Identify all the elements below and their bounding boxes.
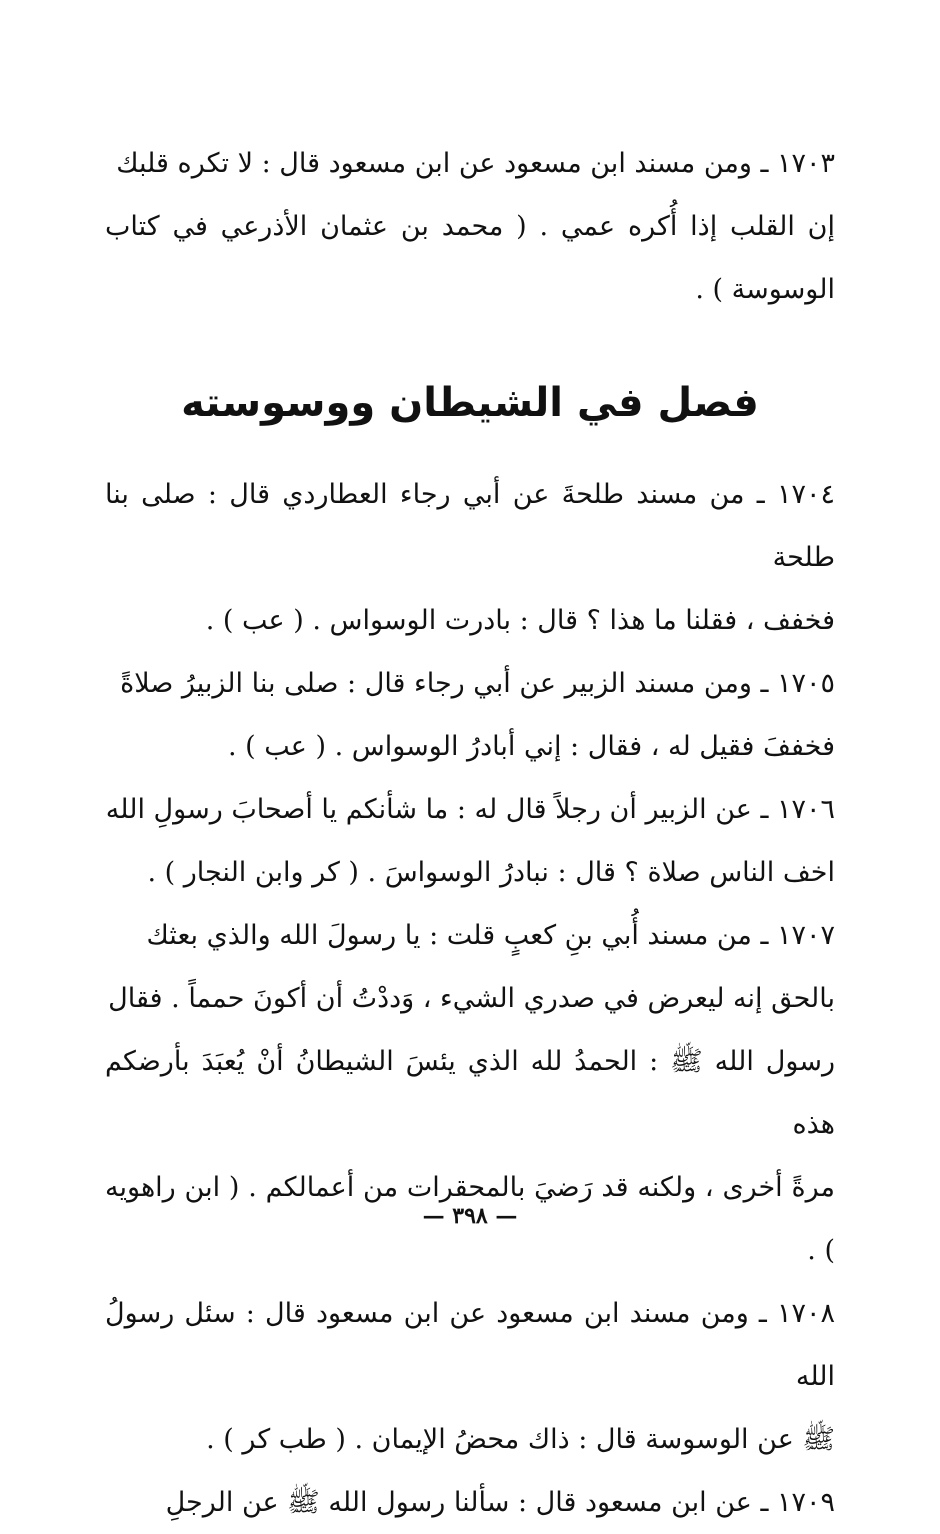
text-line: فخفف ، فقلنا ما هذا ؟ قال : بادرت الوسواس . ( عب ) . [205,605,835,636]
text-line: ١٧٠٦ ـ عن الزبير أن رجلاً قال له : ما شأنكم يا أصحابَ رسولِ الله [105,794,835,825]
text-line: ١٧٠٧ ـ من مسند أُبي بنِ كعبٍ قلت : يا رسولَ الله والذي بعثك [146,920,835,951]
text-line: ﷺ عن الوسوسة قال : ذاك محضُ الإيمان . ( طب كر ) . [206,1424,835,1455]
text-line: ١٧٠٨ ـ ومن مسند ابن مسعود عن ابن مسعود قال : سئل رسولُ الله [105,1298,835,1392]
entry-1708 [105,1282,835,1471]
entry-1704 [105,463,835,652]
text-line: فخففَ فقيل له ، فقال : إني أبادرُ الوسواس . ( عب ) . [228,731,835,762]
text-line: اخف الناس صلاة ؟ قال : نبادرُ الوسواسَ . ( كر وابن النجار ) . [147,857,835,888]
entry-1703 [105,132,835,321]
text-line: ١٧٠٥ ـ ومن مسند الزبير عن أبي رجاء قال : صلى بنا الزبيرُ صلاةً [120,668,835,699]
text-line: مرةً أخرى ، ولكنه قد رَضيَ بالمحقرات من أعمالكم . ( ابن راهويه ) . [105,1172,835,1266]
entry-1706 [105,778,835,904]
section-heading: فصل في الشيطان ووسوسته [181,380,759,426]
entry-1705 [105,652,835,778]
text-line: ١٧٠٤ ـ من مسند طلحةَ عن أبي رجاء العطاردي قال : صلى بنا طلحة [105,479,835,573]
text-line: رسول الله ﷺ : الحمدُ لله الذي يئسَ الشيطانُ أنْ يُعبَدَ بأرضكم هذه [105,1046,835,1140]
text-line: ١٧٠٣ ـ ومن مسند ابن مسعود عن ابن مسعود قال : لا تكره قلبك [116,148,835,179]
entry-1709 [105,1471,835,1534]
page-number: — ٣٩٨ — [422,1203,518,1229]
text-line: ١٧٠٩ ـ عن ابن مسعود قال : سألنا رسول الله ﷺ عن الرجلِ [165,1487,835,1518]
text-line: إن القلب إذا أُكره عمي . ( محمد بن عثمان الأذرعي في كتاب الوسوسة ) . [105,211,835,305]
text-line: بالحق إنه ليعرض في صدري الشيء ، وَددْتُ أن أكونَ حمماً . فقال [108,983,835,1014]
